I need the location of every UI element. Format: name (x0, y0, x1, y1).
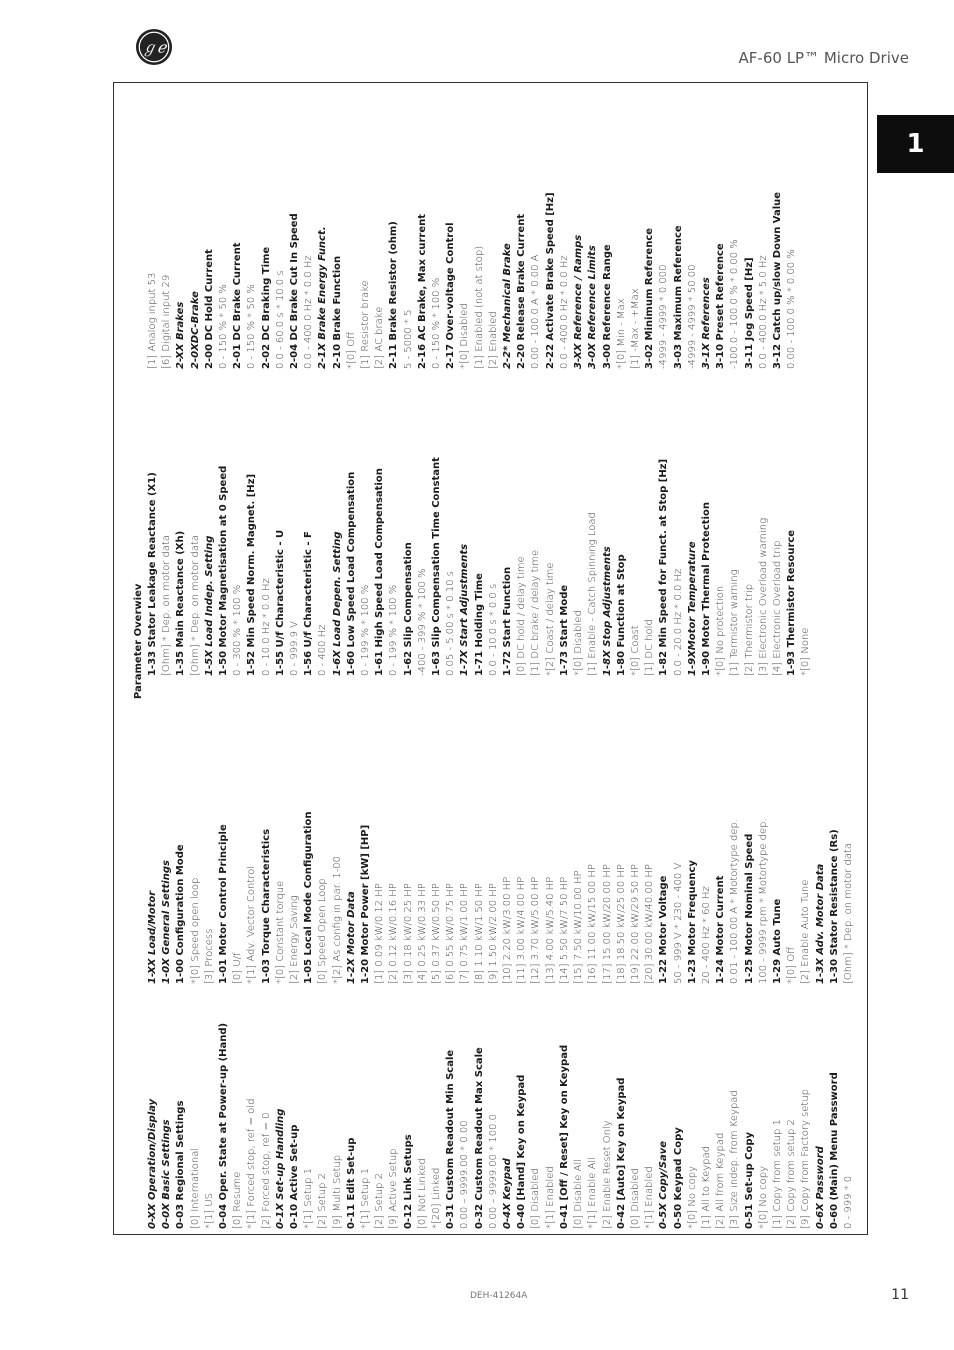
parameter-heading: 3-02 Minimum Reference (644, 227, 656, 369)
svg-text:ℊℯ: ℊℯ (141, 38, 167, 57)
parameter-option: [0] International (189, 1147, 201, 1229)
parameter-option: -100.0 - 100.0 % * 0.00 % (729, 239, 741, 369)
parameter-option: 0.01 - 100.00 A * Motortype dep. (729, 818, 741, 984)
parameter-option: 5 - 5000 * 5 (402, 309, 414, 369)
parameter-option: 0 - 150 % * 100 % (431, 277, 443, 369)
parameter-option: [10] 2.20 kW/3.00 HP (502, 876, 514, 984)
parameter-heading: 1-71 Holding Time (473, 573, 485, 676)
parameter-option: [4] Electronic Overload trip (771, 540, 783, 676)
parameter-heading: 0-60 (Main) Menu Password (828, 1072, 840, 1229)
parameter-heading: 1-7X Start Adjustments (459, 543, 471, 676)
parameter-heading: 1-03 Torque Characteristics (260, 828, 272, 984)
parameter-heading: 1-3X Adv. Motor Data (814, 863, 826, 984)
parameter-option: [9] Multi Setup (331, 1154, 343, 1229)
parameter-option: [2] Setup 2 (374, 1173, 386, 1229)
parameter-option: *[0] Min - Max (615, 298, 627, 369)
parameter-option: *[0] No copy (686, 1165, 698, 1229)
parameter-option: *[0] Off (786, 946, 798, 984)
parameter-heading: 1-61 High Speed Load Compensation (374, 468, 386, 676)
parameter-heading: 2-16 AC Brake, Max current (416, 213, 428, 369)
parameter-option: [9] Copy from Factory setup (800, 1088, 812, 1229)
parameter-heading: 2-04 DC Brake Cut In Speed (289, 213, 301, 369)
parameter-heading: 1-01 Motor Control Principle (218, 824, 230, 984)
parameter-heading: 2-01 DC Brake Current (232, 242, 244, 369)
parameter-option: [0] Disabled (629, 1168, 641, 1229)
parameter-heading: 2-00 DC Hold Current (203, 249, 215, 369)
parameter-heading: 1-35 Main Reactance (Xh) (175, 530, 187, 676)
parameter-option: *[0] Disabled (573, 610, 585, 676)
parameter-option: *[0] No copy (757, 1165, 769, 1229)
parameter-option: [19] 22.00 kW/29.50 HP (629, 864, 641, 984)
parameter-heading: 0-11 Edit Set-up (345, 1137, 357, 1229)
parameter-option: [3] Process (203, 928, 215, 984)
parameter-heading: 0-0X Basic Settings (161, 1119, 173, 1229)
parameter-option: [2] Enable Auto Tune (800, 879, 812, 984)
parameter-option: [9] 1.50 kW/2.00 HP (487, 883, 499, 984)
parameter-option: 50 - 999 V * 230 - 400 V (672, 862, 684, 984)
parameter-option: 0 - 150 % * 50 % (218, 284, 230, 369)
parameter-heading: 0-51 Set-up Copy (743, 1131, 755, 1229)
parameter-option: [7] 0.75 kW/1.00 HP (459, 883, 471, 984)
column-2 (146, 812, 856, 984)
document-code: DEH-41264A (470, 1291, 528, 1301)
parameter-heading: 0-12 Link Setups (402, 1134, 414, 1229)
parameter-option: *[0] Speed open loop (189, 877, 201, 984)
parameter-option: [1] Copy from setup 1 (771, 1119, 783, 1229)
parameter-option: [2] Energy Saving (289, 895, 301, 984)
parameter-heading: 1-82 Min Speed for Funct. at Stop [Hz] (658, 458, 670, 676)
parameter-option: [0] Not Linked (416, 1158, 428, 1229)
parameter-table (119, 89, 861, 1229)
parameter-heading: 1-0X General Settings (161, 860, 173, 984)
parameter-option: [0] Disabled (530, 1168, 542, 1229)
parameter-option: [2] Enabled (487, 311, 499, 369)
parameter-option: [3] Size indep. from Keypad (729, 1090, 741, 1229)
parameter-heading: 1-62 Slip Compensation (402, 542, 414, 676)
parameter-option: 0.0 - 400.0 Hz * 5.0 Hz (757, 255, 769, 369)
parameter-option: *[1] Adv. Vector Control (246, 865, 258, 984)
parameter-option: [6] 0.55 kW/0.75 HP (445, 883, 457, 984)
parameter-option: [Ohm] * Dep. on motor data (189, 534, 201, 676)
parameter-heading: 3-12 Catch up/slow Down Value (771, 191, 783, 369)
parameter-option: -4999 - 4999 * 0.000 (658, 264, 670, 369)
parameter-heading: 1-20 Motor Power [kW] [HP] (360, 824, 372, 984)
parameter-heading: 1-50 Motor Magnetisation at 0 Speed (218, 465, 230, 676)
parameter-heading: 2-0XDC-Brake (189, 291, 201, 369)
parameter-heading: 0-31 Custom Readout Min Scale (445, 1049, 457, 1229)
parameter-heading: 1-23 Motor Frequency (686, 860, 698, 984)
parameter-heading: 1-33 Stator Leakage Reactance (X1) (147, 472, 158, 676)
parameter-option: [16] 11.00 kW/15.00 HP (587, 864, 599, 984)
parameter-option: *[0] Off (345, 331, 357, 369)
parameter-option: 0.0 - 20.0 Hz * 0.0 Hz (672, 568, 684, 676)
parameter-option: *[0] Constant torque (274, 880, 286, 984)
parameter-option: 0.0 - 10.0 s * 0.0 s (487, 583, 499, 676)
parameter-heading: 1-XX Load/Motor (147, 890, 158, 984)
parameter-option: [13] 4.00 kW/5.40 HP (544, 876, 556, 984)
parameter-heading: 1-6X Load Depen. Setting (331, 531, 343, 676)
parameter-heading: 0-03 Regional Settings (175, 1100, 187, 1229)
parameter-option: [2] Setup 2 (317, 1173, 329, 1229)
parameter-option: [1] DC hold (644, 619, 656, 676)
parameter-option: *[0] No protection (715, 585, 727, 676)
parameter-heading: 1-5X Load Indep. Setting (203, 535, 215, 676)
parameter-option: 0 - 199 % * 100 % (360, 584, 372, 676)
parameter-option: *[1] Enable All (587, 1157, 599, 1229)
parameter-option: *[0] None (800, 627, 812, 676)
parameter-heading: 0-1X Set-up Handling (274, 1108, 286, 1229)
parameter-heading: 1-8X Stop Adjustments (601, 546, 613, 676)
parameter-heading: 2-02 DC Braking Time (260, 246, 272, 369)
parameter-heading: 3-03 Maximum Reference (672, 225, 684, 369)
parameter-option: [0] U/f (232, 952, 244, 984)
parameter-option: 100 - 9999 rpm * Motortype dep. (757, 818, 769, 984)
parameter-option: [2] Copy from setup 2 (786, 1119, 798, 1229)
parameter-option: [3] 0.18 kW/0.25 HP (402, 883, 414, 984)
parameter-heading: 0-10 Active Set-up (289, 1124, 301, 1229)
parameter-option: [8] 1.10 kW/1.50 HP (473, 883, 485, 984)
parameter-heading: 1-72 Start Function (502, 566, 514, 676)
parameter-option: *[1] Enabled (544, 1166, 556, 1229)
parameter-option: [0] Resume (232, 1171, 244, 1229)
parameter-heading: 1-56 U/f Characteristic - F (303, 531, 315, 676)
parameter-heading: 0-32 Custom Readout Max Scale (473, 1047, 485, 1229)
column-4 (146, 192, 799, 369)
parameter-option: 20 - 400 Hz * 60 Hz (700, 886, 712, 984)
parameter-heading: 1-63 Slip Compensation Time Constant (431, 457, 443, 676)
parameter-heading: 0-04 Oper. State at Power-up (Hand) (218, 1022, 230, 1229)
parameter-heading: 0-50 Keypad Copy (672, 1127, 684, 1229)
parameter-option: *[1] US (203, 1192, 215, 1229)
parameter-option: [14] 5.50 kW/7.50 HP (558, 876, 570, 984)
parameter-option: [5] 0.37 kW/0.50 HP (431, 883, 443, 984)
parameter-heading: 1-22 Motor Voltage (658, 875, 670, 984)
parameter-heading: 1-73 Start Mode (558, 584, 570, 676)
parameter-heading: 3-11 Jog Speed [Hz] (743, 257, 755, 369)
parameter-option: [1] Analog input 53 (147, 272, 158, 369)
parameter-option: [15] 7.50 kW/10.00 HP (573, 870, 585, 984)
parameter-option: [2] All from Keypad (715, 1132, 727, 1229)
parameter-heading: 0-5X Copy/Save (658, 1140, 670, 1229)
parameter-option: [2] Enable Reset Only (601, 1120, 613, 1229)
parameter-option: [1] Resistor brake (360, 280, 372, 369)
parameter-option: [2] Thermistor trip (743, 583, 755, 676)
parameter-heading: 3-1X References (700, 277, 712, 369)
parameter-option: [1] DC brake / delay time (530, 549, 542, 676)
parameter-option: -400 - 399 % * 100 % (416, 568, 428, 676)
parameter-option: *[1] Setup 1 (303, 1168, 315, 1229)
parameter-option: *[20] Linked (431, 1167, 443, 1229)
parameter-option: 0 - 199 % * 100 % (388, 584, 400, 676)
parameter-heading: 1-29 Auto Tune (771, 898, 783, 984)
parameter-heading: 1-25 Motor Nominal Speed (743, 833, 755, 984)
parameter-heading: 0-XX Operation/Display (147, 1098, 158, 1229)
parameter-option: [17] 15.00 kW/20.00 HP (601, 864, 613, 984)
parameter-heading: 1-00 Configuration Mode (175, 844, 187, 984)
parameter-option: [1] Enabled (not at stop) (473, 245, 485, 369)
parameter-option: 0.00 - 100.0 A * 0.00 A (530, 254, 542, 369)
parameter-option: [2] AC brake (374, 306, 386, 369)
parameter-option: [12] 3.70 kW/5.00 HP (530, 876, 542, 984)
parameter-heading: 1-55 U/f Characteristic - U (274, 529, 286, 676)
parameter-option: *[0] Coast (629, 625, 641, 676)
parameter-option: *[1] Forced stop, ref = old (246, 1098, 258, 1229)
parameter-option: [1] All to Keypad (700, 1145, 712, 1229)
parameter-option: [3] Electronic Overload warning (757, 517, 769, 676)
parameter-heading: 3-XX Reference / Ramps (573, 234, 585, 369)
parameter-heading: 1-93 Thermistor Resource (786, 529, 798, 676)
parameter-heading: 0-40 [Hand] Key on Keypad (516, 1074, 528, 1229)
parameter-heading: 2-20 Release Brake Current (516, 213, 528, 369)
parameter-heading: 2-XX Brakes (175, 301, 187, 369)
parameter-option: [1] -Max - +Max (629, 288, 641, 369)
parameter-option: -4999 - 4999 * 50.00 (686, 264, 698, 369)
parameter-option: [2] Forced stop, ref = 0 (260, 1112, 272, 1229)
parameter-heading: 3-10 Preset Reference (715, 243, 727, 369)
parameter-option: 0.0 - 60.0 s * 10.0 s (274, 270, 286, 369)
parameter-heading: 1-05 Local Mode Configuration (303, 811, 315, 984)
parameter-option: [Ohm] * Dep. on motor data (842, 842, 854, 984)
parameter-option: [9] Active Setup (388, 1148, 400, 1229)
parameter-option: 0.00 – 9999.00 * 0.00 (459, 1120, 471, 1229)
parameter-option: [6] Digital input 29 (161, 274, 173, 369)
parameter-option: 0 - 150 % * 50 % (246, 284, 258, 369)
parameter-heading: 1-2X Motor Data (345, 891, 357, 984)
parameter-option: [20] 30.00 kW/40.00 HP (644, 864, 656, 984)
chapter-tab: 1 (877, 115, 954, 173)
parameter-option: [18] 18.50 kW/25.00 HP (615, 864, 627, 984)
table-heading: Parameter Overwiev (133, 583, 144, 699)
parameter-option: *[0] Disabled (459, 303, 471, 369)
parameter-option: 0.05 - 5.00 s * 0.10 s (445, 571, 457, 676)
parameter-option: *[2] As config in par. 1-00 (331, 855, 343, 984)
parameter-option: [2] 0.12 kW/0.16 HP (388, 883, 400, 984)
parameter-option: [0] Speed Open Loop (317, 878, 329, 984)
column-1 (146, 1023, 856, 1229)
parameter-heading: 2-10 Brake Function (331, 255, 343, 369)
parameter-heading: 1-90 Motor Thermal Protection (700, 502, 712, 676)
parameter-option: [11] 3.00 kW/4.00 HP (516, 876, 528, 984)
product-title: AF-60 LP™ Micro Drive (738, 49, 909, 67)
parameter-heading: 2-11 Brake Resistor (ohm) (388, 221, 400, 369)
parameter-option: 0 - 400 Hz (317, 624, 329, 676)
parameter-option: *[2] Coast / delay time (544, 562, 556, 676)
parameter-heading: 0-41 [Off / Reset] Key on Keypad (558, 1044, 570, 1229)
parameter-heading: 1-30 Stator Resistance (Rs) (828, 829, 840, 984)
parameter-heading: 2-1X Brake Energy Funct. (317, 226, 329, 369)
parameter-option: 0 - 999.9 V (289, 621, 301, 676)
parameter-heading: 2-2* Mechanical Brake (502, 243, 514, 369)
parameter-heading: 1-60 Low Speed Load Compensation (345, 471, 357, 676)
parameter-heading: 1-80 Function at Stop (615, 554, 627, 676)
parameter-option: *[1] Setup 1 (360, 1168, 372, 1229)
parameter-option: 0 - 10.0 Hz * 0.0 Hz (260, 578, 272, 676)
parameter-heading: 2-17 Over-voltage Control (445, 222, 457, 369)
parameter-heading: 1-9XMotor Temperature (686, 541, 698, 676)
parameter-heading: 3-00 Reference Range (601, 244, 613, 369)
parameter-table-frame (113, 82, 868, 1235)
parameter-option: [4] 0.25 kW/0.33 HP (416, 883, 428, 984)
parameter-heading: 3-0X Reference Limits (587, 245, 599, 369)
parameter-option: 0.00 - 100.0 % * 0.00 % (786, 249, 798, 369)
parameter-option: 0 - 300 % * 100 % (232, 584, 244, 676)
parameter-heading: 0-4X Keypad (502, 1158, 514, 1229)
page-number: 11 (891, 1287, 909, 1303)
parameter-heading: 1-52 Min Speed Norm. Magnet. [Hz] (246, 473, 258, 676)
ge-logo (135, 28, 173, 66)
parameter-option: 0 - 999 * 0 (842, 1175, 854, 1229)
parameter-option: [1] Termistor warning (729, 569, 741, 676)
parameter-option: [0] Disable All (573, 1158, 585, 1229)
parameter-heading: 1-24 Motor Current (715, 875, 727, 984)
parameter-heading: 0-42 [Auto] Key on Keypad (615, 1077, 627, 1229)
parameter-heading: 2-22 Activate Brake Speed [Hz] (544, 192, 556, 369)
parameter-option: 0.0 - 400.0 Hz * 0.0 Hz (303, 255, 315, 369)
parameter-option: [1] 0.09 kW/0.12 HP (374, 883, 386, 984)
column-3 (146, 457, 814, 676)
parameter-option: [Ohm] * Dep. on motor data (161, 534, 173, 676)
parameter-option: 0.0 - 400.0 Hz * 0.0 Hz (558, 255, 570, 369)
parameter-option: 0.00 – 9999.00 * 100.0 (487, 1114, 499, 1229)
parameter-heading: 0-6X Password (814, 1146, 826, 1229)
parameter-option: [0] DC hold / delay time (516, 556, 528, 676)
parameter-option: *[1] Enabled (644, 1166, 656, 1229)
parameter-option: [1] Enable - Catch Spinning Load (587, 512, 599, 676)
